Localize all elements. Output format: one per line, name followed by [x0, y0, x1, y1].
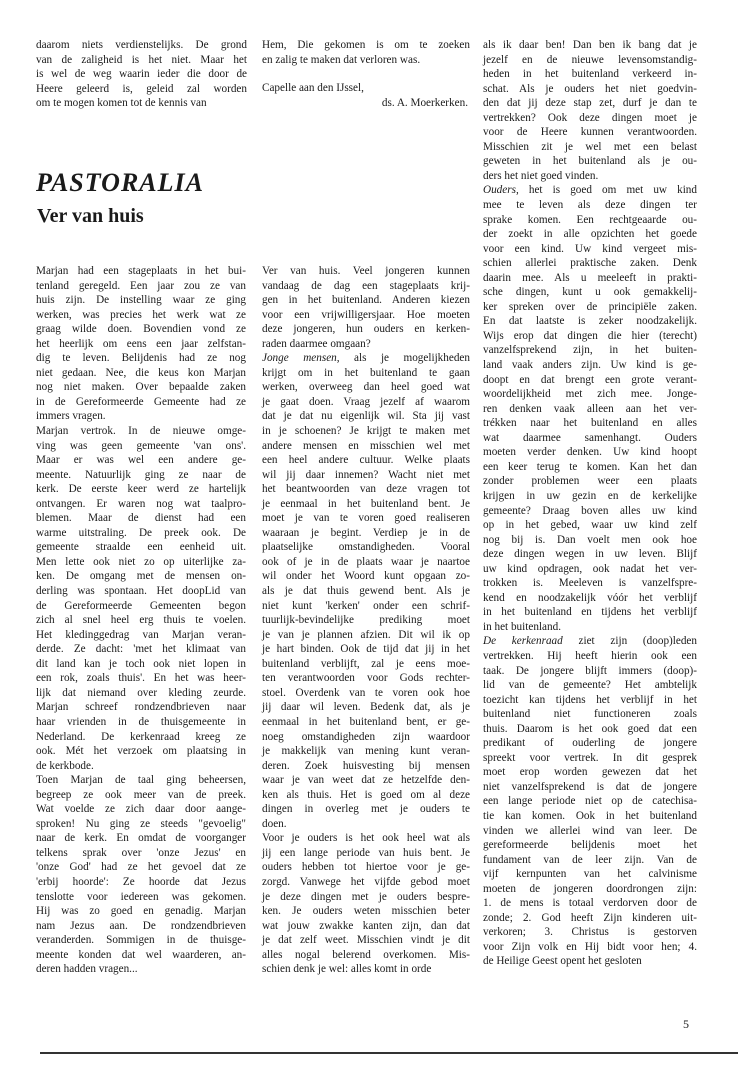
text-line: begreep ze ook meer van de preek. [36, 788, 246, 801]
text-line: werken, was precies het werk wat ze [36, 308, 246, 321]
text-line: Wijs erop dat dingen die hier (terecht) [483, 329, 697, 342]
text-line: niet vanzelfsprekend is dat de jongere [483, 780, 697, 793]
text-line: sprake komen. Een rechtgeaarde ou- [483, 213, 697, 226]
text-line: en zalig te maken dat verloren was. [262, 53, 421, 66]
text-line: je makkelijk van mening kunt veran- [262, 745, 470, 758]
text-line: lid van de gemeente? Het ambtelijk [483, 679, 697, 692]
text-line: in je schoenen? Je krijgt te maken met [262, 425, 470, 438]
page-number: 5 [683, 1017, 689, 1031]
text-line: telkens sprak over 'onze Jezus' en [36, 846, 246, 859]
text-line: de Heilige Geest opent het gesloten [483, 955, 642, 968]
text-line: tenland geregeld. Een jaar zou ze van [36, 279, 246, 292]
text-line: krijgt om in het buitenland te gaan [262, 366, 470, 379]
text-line: je dat zelf weet. Misschien vindt je dit [262, 934, 470, 947]
article-column-1 [36, 264, 246, 977]
text-line: huis zijn. De instelling waar ze ging [36, 294, 246, 307]
signoff-place: Capelle aan den IJssel, [262, 82, 364, 95]
text-line: schat. Als je ouders het niet goedvin- [483, 82, 697, 95]
text-line: moeten de jongeren doordrongen zijn: [483, 882, 697, 895]
text-line: ken als thuis. Het is goed om al deze [262, 788, 470, 801]
section-title: PASTORALIA [36, 168, 204, 197]
text-line: raden daarmee omgaan? [262, 337, 371, 350]
text-line: vinden we allerlei wind van leer. De [483, 824, 697, 837]
text-line: wil onder het Woord kunt opgaan zo- [262, 570, 470, 583]
text-line: zonde; 2. God heeft Zijn kinderen uit- [483, 911, 697, 924]
text-line: geweten in het buitenland als je ou- [483, 155, 697, 168]
text-line: deren hadden vragen... [36, 963, 138, 976]
text-line: uw kind opdragen, ook nadat het ver- [483, 562, 697, 575]
text-line: andere mensen en misschien wel met [262, 439, 470, 452]
text-line: niet kunt 'kerken' onder een schrif- [262, 599, 470, 612]
text-line: ken. De omgang met de mensen on- [36, 570, 246, 583]
text-line: in het buitenland en tijdens het verblijf [483, 606, 697, 619]
text-line: En dat laatste is zeker noodzakelijk. [483, 315, 697, 328]
text-line: moet erop worden gewezen dat het [483, 766, 697, 779]
text-line: deze dingen wegen in uw leven. Blijf [483, 548, 697, 561]
text-line: fundament van de leer zijn. Van de [483, 853, 697, 866]
text-line: plaatselijke omstandigheden. Vooral [262, 541, 470, 554]
text-line: op in het gebed, waar uw kind zelf [483, 519, 697, 532]
text-line: ten verantwoorden voor Gods rechter- [262, 672, 470, 685]
text-line: schien allerlei praktische zaken. Denk [483, 257, 697, 270]
article-column-3 [483, 38, 697, 969]
text-line: ook of je in de plaats waar je naartoe [262, 555, 470, 568]
text-line: doopt en dat brengt een grote verant- [483, 373, 697, 386]
text-line: is wel de weg waarin ieder die door de [36, 68, 247, 81]
signoff [262, 81, 470, 110]
text-line: kerk. De eerste keer werd ze hartelijk [36, 483, 246, 496]
text-line: derling was spontaan. Het doopLid van [36, 585, 246, 598]
text-line: vertrekken? Ook deze dingen moet je [483, 111, 697, 124]
text-line: je gaat doen. Vraag jezelf af waarom [262, 395, 470, 408]
text-line: lijk dat niemand over kleding zeurde. [36, 686, 246, 699]
text-line: Nederland. De kerkenraad kreeg ze [36, 730, 246, 743]
text-line: Marjan schreef rondzendbrieven naar [36, 701, 246, 714]
text-line: Hij was zo goed en genadig. Marjan [36, 905, 246, 918]
text-line: in het buitenland. [483, 620, 561, 633]
text-line: in de Gereformeerde Gemeente had ze [36, 395, 246, 408]
text-line: trékken naar het buitenland en alles [483, 417, 697, 430]
text-line: zonder problemen weer een plaats [483, 475, 697, 488]
text-line: alles nogal belerend overkomen. Mis- [262, 948, 470, 961]
text-line: der zoekt in alle opzichten het goede [483, 228, 697, 241]
text-line: gemeente? Draag boven alles uw kind [483, 504, 697, 517]
text-line: dat je dat nu eigenlijk wil. Sta jij vast [262, 410, 470, 423]
text-line: Toen Marjan de taal ging beheersen, [36, 774, 246, 787]
text-line: jij een lange periode van huis bent. Je [262, 846, 470, 859]
text-line: tie kan komen. Ook in het buitenland [483, 809, 697, 822]
text-line: ker spreken over de principiële zaken. [483, 300, 697, 313]
text-line: heden in het buitenland verkeerd in- [483, 68, 697, 81]
text-line: Ver van huis. Veel jongeren kunnen [262, 265, 470, 277]
article-title: Ver van huis [37, 205, 144, 227]
text-line: wat jouw zwakke kanten zijn, dan dat [262, 919, 470, 932]
text-line: ouders hebben tot hiertoe voor je ge- [262, 861, 470, 874]
text-line: je eenmaal in het buitenland bent. Je [262, 497, 470, 510]
text-line: eenmaal in het buitenland bent, er ge- [262, 715, 470, 728]
text-line: vijf kernpunten van het calvinisme [483, 868, 697, 881]
bottom-rule [40, 1052, 738, 1054]
text-line: taak. De jongere blijft immers (doop)- [483, 664, 697, 677]
text-line: derde. Ze dacht: 'met het klimaat van [36, 643, 246, 656]
text-line: je hart binden. Ook de tijd dat jij in het [262, 643, 470, 656]
text-line: dig te leven. Belijdenis had ze nog [36, 352, 246, 365]
text-line: De kerkenraad ziet zijn (doop)leden [483, 635, 697, 648]
text-line: niet gedaan. Nee, die keus kon Marjan [36, 366, 246, 379]
text-line: het beantwoorden van deze vragen tot [262, 483, 470, 496]
text-line: voor een kind. Uw kind vergeet mis- [483, 242, 697, 255]
text-line: vandaag de dag een stageplaats krij- [262, 279, 470, 292]
text-line: ving was geen gemeente 'van ons'. [36, 439, 246, 452]
continuation-column-middle [262, 38, 470, 110]
text-line: thuis. Daarom is het ook goed dat een [483, 722, 697, 735]
text-line: daarin mee. Als u meeleeft in prakti- [483, 271, 697, 284]
text-line: als ik daar ben! Dan ben ik bang dat je [483, 39, 697, 51]
text-line: voor een vrijwilligersjaar. Hoe moeten [262, 308, 470, 321]
text-line: den dat jij deze stap zet, durf je dan te [483, 97, 697, 110]
text-line: 1. de mens is totaal verdorven door de [483, 897, 697, 910]
text-line: wat daarmee samenhangt. Ouders [483, 431, 697, 444]
text-line: buitenland verblijft, zal je eens moe- [262, 657, 470, 670]
text-line: toezicht kan tijdens het verblijf in het [483, 693, 697, 706]
text-line: buitenland niet functioneren zoals [483, 708, 697, 721]
text-line: predikant of ouderling de jongere [483, 737, 697, 750]
text-line: land vaak anders zijn. Uw kind is ge- [483, 359, 697, 372]
text-line: kend en noodzakelijk vóór het verblijf [483, 591, 697, 604]
text-line: mee te leven als deze dingen ter [483, 199, 697, 212]
text-line: de Gereformeerde Gemeenten begon [36, 599, 246, 612]
text-line: ren denken vaak alleen aan het ver- [483, 402, 697, 415]
text-line: wil jij daar innemen? Wacht niet met [262, 468, 470, 481]
text-line: deze jongeren, hun ouders en kerken- [262, 323, 470, 336]
text-line: deren. Zoek huisvesting bij mensen [262, 759, 470, 772]
text-line: ontvangen. Er waren nog wat taalpro- [36, 497, 246, 510]
article-column-2 [262, 264, 470, 977]
text-line: sproken! Nu ging ze steeds "gevoelig" [36, 817, 246, 830]
continuation-column-left [36, 38, 247, 111]
text-line: Het kledinggedrag van Marjan veran- [36, 628, 246, 641]
text-line: ook. Mét het verzoek om plaatsing in [36, 745, 246, 758]
text-line: moeten verder denken. Uw kind hoopt [483, 446, 697, 459]
text-line: jezelf en de nieuwe levensomstandig- [483, 53, 697, 66]
text-line: Marjan had een stageplaats in het bui- [36, 265, 246, 277]
text-line: sche dingen, kunt u ook gemakkelij- [483, 286, 697, 299]
text-line: krijgen in uw gezin en de kerkelijke [483, 489, 697, 502]
text-line: dingen in overleg met je ouders te [262, 803, 470, 816]
text-line: werken, overweeg dan heel goed wat [262, 381, 470, 394]
text-line: de kerkbode. [36, 759, 94, 772]
text-line: tuurlijk-bevindelijke prediking moet [262, 614, 470, 627]
text-line: noeg omstandigheden zijn waardoor [262, 730, 470, 743]
text-line: van de zaligheid is het niet. Maar het [36, 53, 247, 66]
text-line: een keer terug te komen. Kan het dan [483, 460, 697, 473]
text-line: een lange periode niet op de catechisa- [483, 795, 697, 808]
text-line: warme uitstraling. De preek ook. De [36, 526, 246, 539]
closing-text [262, 38, 470, 67]
text-line: schien denk je wel: alles komt in orde [262, 963, 432, 976]
text-line: ken. Je ouders weten misschien beter [262, 905, 470, 918]
text-line: nog bij is. Dan voelt men ook hoe [483, 533, 697, 546]
text-line: naar de kerk. En omdat de voorganger [36, 832, 246, 845]
text-line: waar je van weet dat ze hetzelfde den- [262, 774, 470, 787]
text-line: haar vrienden in de thuisgemeente in [36, 715, 246, 728]
text-line: woordelijkheid met zich mee. Jonge- [483, 388, 697, 401]
text-line: 'onze God' had ze het gevoel dat ze [36, 861, 246, 874]
text-line: om te mogen komen tot de kennis van [36, 97, 207, 110]
text-line: trokken is. Meeleven is vanzelfspre- [483, 577, 697, 590]
text-line: spreekt voor vertrek. In dit gesprek [483, 751, 697, 764]
text-line: Marjan vertrok. In de nieuwe omge- [36, 425, 246, 438]
text-line: Maar er was wel een andere ge- [36, 454, 246, 467]
text-line: daarom niets verdienstelijks. De grond [36, 39, 247, 51]
text-line: Men lette ook niet zo op uiterlijke za- [36, 555, 246, 568]
text-line: voor Zijn volk en Hij bidt voor hen; 4. [483, 940, 697, 953]
text-line: zorgd. Vanwege het vijfde gebod moet [262, 875, 470, 888]
text-line: vanzelfsprekend zijn, in het buiten- [483, 344, 697, 357]
text-line: Hem, Die gekomen is om te zoeken [262, 39, 470, 51]
text-line: Misschien zit je wel met een belast [483, 140, 697, 153]
signoff-author: ds. A. Moerkerken. [381, 96, 468, 109]
text-line: meente konden dat wel waarderen, an- [36, 948, 246, 961]
text-line: 'erbij hoorde': Ze hoorde dat Jezus [36, 875, 246, 888]
text-line: als je dat thuis gewend bent. Als je [262, 585, 470, 598]
text-line: je van je plannen afzien. Dit wil ik op [262, 628, 470, 641]
text-line: verkoren; 3. Christus is gestorven [483, 926, 697, 939]
text-line: gemeente straalde een eenheid uit. [36, 541, 246, 554]
text-line: nam Jezus aan. De rondzendbrieven [36, 919, 246, 932]
text-line: Wat voelde ze zich daar door aange- [36, 803, 246, 816]
text-line: Jonge mensen, als je mogelijkheden [262, 352, 470, 365]
text-line: moet je van te voren goed realiseren [262, 512, 470, 525]
text-line: blemen. Maar de dienst had een [36, 512, 246, 525]
text-line: dit land kan je toch ook niet lopen in [36, 657, 246, 670]
text-line: gen in het buitenland. Anderen kiezen [262, 294, 470, 307]
text-line: gereformeerde belijdenis moet het [483, 839, 697, 852]
text-line: veranderden. Sommigen in de thuisge- [36, 934, 246, 947]
text-line: een heel andere cultuur. Welke plaats [262, 454, 470, 467]
text-line: immers vragen. [36, 410, 106, 423]
text-line: een rok, zoals thuis'. En het was heer- [36, 672, 246, 685]
text-line: Ouders, het is goed om met uw kind [483, 184, 697, 197]
text-line: tenslotte voor iedereen was gekomen. [36, 890, 246, 903]
text-line: het heerlijk om eens een jaar zelfstan- [36, 337, 246, 350]
text-line: je deze dingen met je ouders bespre- [262, 890, 470, 903]
text-line: nog niet maken. Over bepaalde zaken [36, 381, 246, 394]
text-line: Voor je ouders is het ook heel wat als [262, 832, 470, 845]
text-line: graag wilde doen. Bovendien vond ze [36, 323, 246, 336]
text-line: ders het niet goed vinden. [483, 169, 599, 182]
text-line: vertrekken. Hij heeft hierin ook een [483, 649, 697, 662]
text-line: meente. Natuurlijk ging ze naar de [36, 468, 246, 481]
text-line: doen. [262, 817, 287, 830]
text-line: stoel. Overdenk van te voren ook hoe [262, 686, 470, 699]
text-line: jij daar wil leven. Bedenk dat, als je [262, 701, 470, 714]
text-line: voor de Heere kunnen verantwoorden. [483, 126, 697, 139]
text-line: waaraan je begint. Verdiep je in de [262, 526, 470, 539]
text-line: Heere geleerd is, geleid zal worden [36, 82, 247, 95]
text-line: zich al snel heel erg thuis te voelen. [36, 614, 246, 627]
